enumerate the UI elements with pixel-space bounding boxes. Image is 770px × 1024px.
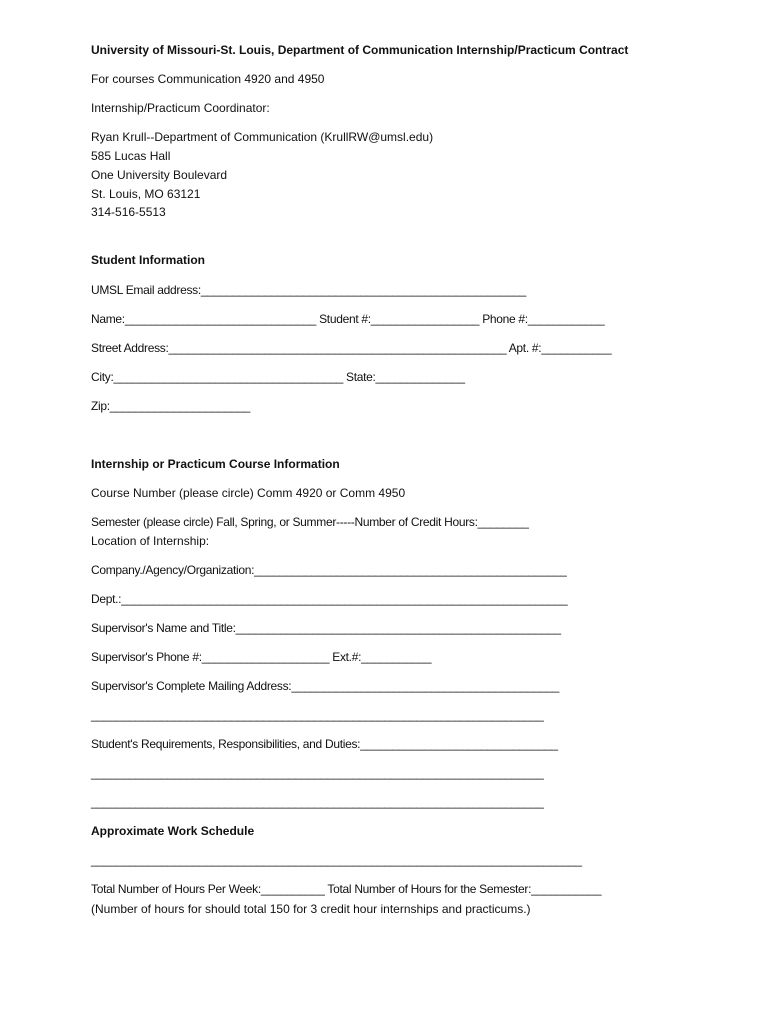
umsl-email-field[interactable]: UMSL Email address:___________________________________________________ bbox=[91, 283, 526, 297]
mailing-address-continuation-line[interactable]: _______________________________________________________________________ bbox=[91, 708, 544, 722]
zip-field[interactable]: Zip:______________________ bbox=[91, 399, 251, 413]
work-schedule-line[interactable]: _____________________________________________________________________________ bbox=[91, 853, 582, 867]
supervisor-mailing-address-field[interactable]: Supervisor's Complete Mailing Address:__________________________________________ bbox=[91, 679, 560, 693]
coordinator-contact-line: Ryan Krull--Department of Communication (KrullRW@umsl.edu) bbox=[91, 130, 434, 144]
street-address-apt-fields[interactable]: Street Address:_____________________________________________________ Apt. #:___________ bbox=[91, 341, 612, 355]
supervisor-phone-ext-fields[interactable]: Supervisor's Phone #:____________________ Ext.#:___________ bbox=[91, 650, 432, 664]
total-hours-fields[interactable]: Total Number of Hours Per Week:__________ Total Number of Hours for the Semester:___________ bbox=[91, 882, 602, 896]
student-info-heading: Student Information bbox=[91, 253, 205, 267]
course-number-line: Course Number (please circle) Comm 4920 or Comm 4950 bbox=[91, 486, 406, 500]
duties-continuation-line[interactable]: _______________________________________________________________________ bbox=[91, 795, 544, 809]
coordinator-address-line: One University Boulevard bbox=[91, 168, 228, 182]
duties-continuation-line[interactable]: _______________________________________________________________________ bbox=[91, 766, 544, 780]
location-of-internship-label: Location of Internship: bbox=[91, 534, 210, 548]
company-field[interactable]: Company./Agency/Organization:_________________________________________________ bbox=[91, 563, 567, 577]
coordinator-phone-line: 314-516-5513 bbox=[91, 205, 166, 219]
dept-field[interactable]: Dept.:______________________________________________________________________ bbox=[91, 592, 568, 606]
courses-line: For courses Communication 4920 and 4950 bbox=[91, 72, 325, 86]
coordinator-address-line: 585 Lucas Hall bbox=[91, 149, 171, 163]
hours-note: (Number of hours for should total 150 for 3 credit hour internships and practicums.) bbox=[91, 902, 531, 916]
coordinator-label: Internship/Practicum Coordinator: bbox=[91, 101, 270, 115]
city-state-fields[interactable]: City:____________________________________ State:______________ bbox=[91, 370, 465, 384]
coordinator-address-line: St. Louis, MO 63121 bbox=[91, 187, 201, 201]
student-duties-field[interactable]: Student's Requirements, Responsibilities, and Duties:_______________________________ bbox=[91, 737, 558, 751]
name-studentnum-phone-fields[interactable]: Name:______________________________ Student #:_________________ Phone #:____________ bbox=[91, 312, 605, 326]
document-title: University of Missouri-St. Louis, Department of Communication Internship/Practicum Contract bbox=[91, 43, 629, 57]
supervisor-name-title-field[interactable]: Supervisor's Name and Title:___________________________________________________ bbox=[91, 621, 561, 635]
semester-credit-hours-field[interactable]: Semester (please circle) Fall, Spring, or Summer-----Number of Credit Hours:________ bbox=[91, 515, 529, 529]
work-schedule-heading: Approximate Work Schedule bbox=[91, 824, 255, 838]
course-info-heading: Internship or Practicum Course Information bbox=[91, 457, 340, 471]
